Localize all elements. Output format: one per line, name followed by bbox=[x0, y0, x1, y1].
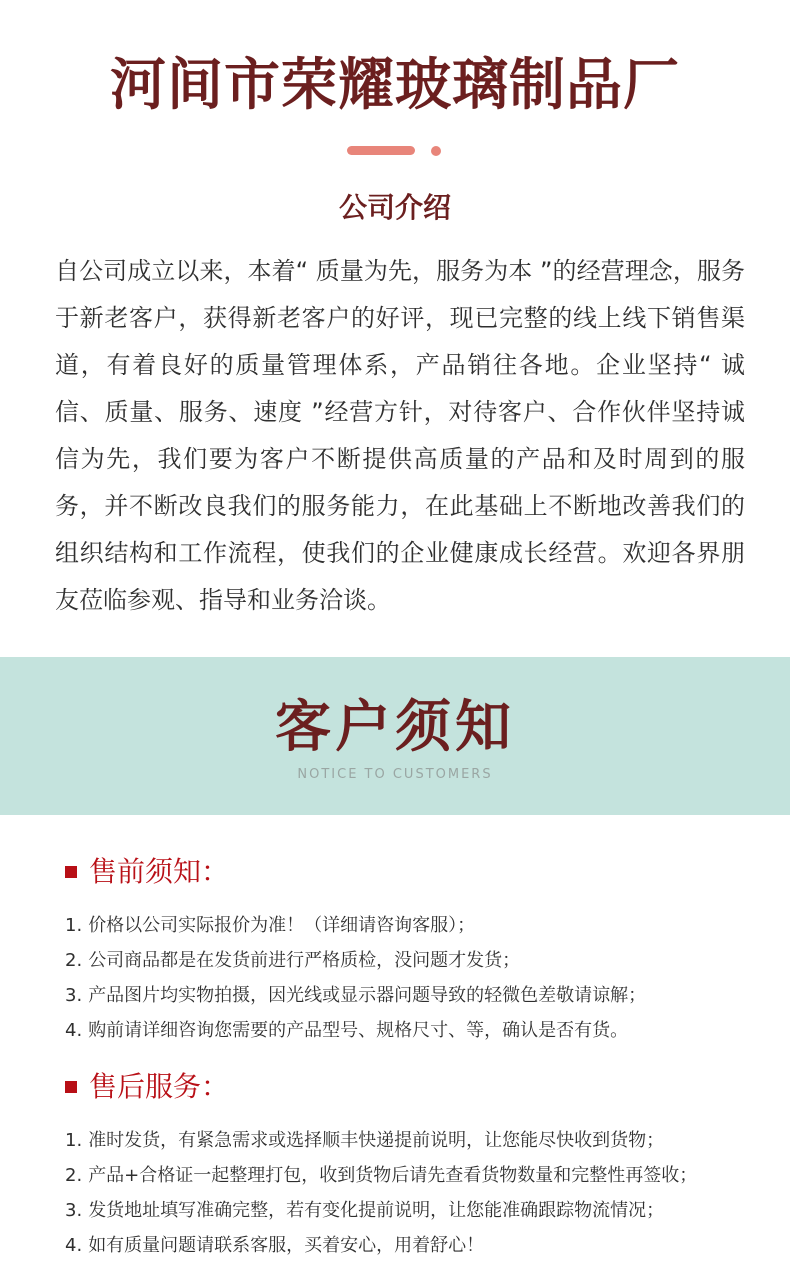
intro-body: 自公司成立以来，本着“ 质量为先，服务为本 ”的经营理念，服务于新老客户，获得新老客户的好评，现已完整的线上线下销售渠道，有着良好的质量管理体系，产品销往各地。企业坚持“ 诚信、质量、服务、速度 ”经营方针，对待客户、合作伙伴坚持诚信为先，我们要为客户不断提供高质量的产品和及时周到的服务，并不断改良我们的服务能力，在此基础上不断地改善我们的组织结构和工作流程，使我们的企业健康成长经营。欢迎各界朋友莅临参观、指导和业务洽谈。 bbox=[55, 257, 745, 614]
item-number: 1. bbox=[65, 1130, 83, 1151]
item-number: 4. bbox=[65, 1235, 83, 1256]
aftersale-section bbox=[65, 1069, 765, 1263]
item-text: 公司商品都是在发货前进行严格质检，没问题才发货； bbox=[88, 950, 521, 971]
company-title: 河间市荣耀玻璃制品厂 bbox=[110, 53, 680, 118]
list-item bbox=[65, 1228, 765, 1263]
item-number: 2. bbox=[65, 1165, 83, 1186]
decorative-dot bbox=[431, 146, 441, 156]
square-bullet-icon bbox=[65, 1081, 77, 1093]
item-number: 4. bbox=[65, 1020, 83, 1041]
item-text: 价格以公司实际报价为准！（详细请咨询客服）； bbox=[88, 915, 476, 936]
item-number: 2. bbox=[65, 950, 83, 971]
list-item bbox=[65, 1158, 765, 1193]
list-item bbox=[65, 1013, 765, 1048]
presale-section bbox=[65, 854, 765, 1048]
banner-title: 客户须知 bbox=[275, 695, 515, 760]
list-item bbox=[65, 908, 765, 943]
item-number: 3. bbox=[65, 1200, 83, 1221]
banner-subtitle: NOTICE TO CUSTOMERS bbox=[297, 767, 493, 782]
aftersale-list bbox=[65, 1123, 765, 1263]
item-text: 购前请详细咨询您需要的产品型号、规格尺寸、等，确认是否有货。 bbox=[88, 1020, 629, 1041]
item-number: 1. bbox=[65, 915, 83, 936]
item-number: 3. bbox=[65, 985, 83, 1006]
presale-list bbox=[65, 908, 765, 1048]
list-item bbox=[65, 978, 765, 1013]
square-bullet-icon bbox=[65, 866, 77, 878]
list-item bbox=[65, 1123, 765, 1158]
intro-heading: 公司介绍 bbox=[338, 191, 451, 224]
item-text: 产品图片均实物拍摄，因光线或显示器问题导致的轻微色差敬请谅解； bbox=[88, 985, 647, 1006]
item-text: 发货地址填写准确完整，若有变化提前说明，让您能准确跟踪物流情况； bbox=[88, 1200, 665, 1221]
item-text: 如有质量问题请联系客服，买着安心，用着舒心！ bbox=[88, 1235, 485, 1256]
notice-banner bbox=[0, 657, 790, 815]
aftersale-title: 售后服务： bbox=[89, 1070, 230, 1103]
list-item bbox=[65, 943, 765, 978]
decorative-dash bbox=[347, 146, 415, 155]
presale-title: 售前须知： bbox=[89, 855, 230, 888]
aftersale-header bbox=[65, 1069, 765, 1105]
presale-header bbox=[65, 854, 765, 890]
item-text: 准时发货，有紧急需求或选择顺丰快递提前说明，让您能尽快收到货物； bbox=[88, 1130, 665, 1151]
list-item bbox=[65, 1193, 765, 1228]
item-text: 产品+合格证一起整理打包，收到货物后请先查看货物数量和完整性再签收； bbox=[88, 1165, 698, 1186]
